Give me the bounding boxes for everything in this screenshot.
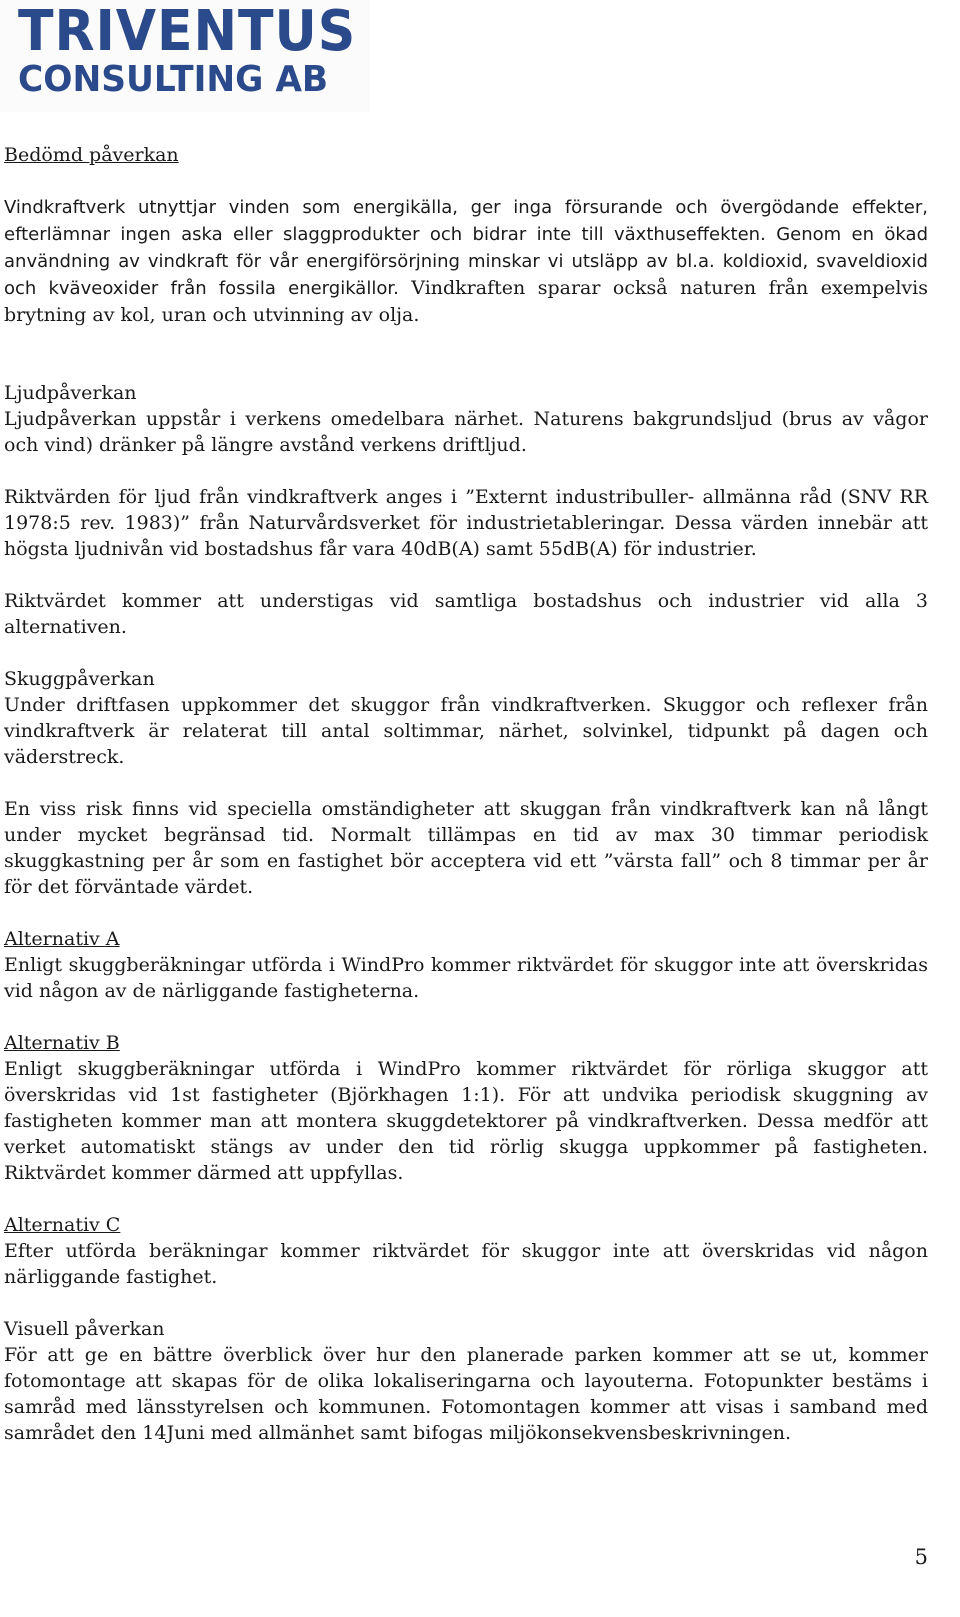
company-logo	[0, 0, 370, 112]
heading-visuell-paverkan: Visuell påverkan	[4, 1318, 165, 1340]
heading-alternativ-c: Alternativ C	[4, 1214, 121, 1236]
paragraph-ljud-1: Ljudpåverkan uppstår i verkens omedelbara närhet. Naturens bakgrundsljud (brus av vågor och vind) dränker på längre avstånd verkens driftljud.	[4, 408, 928, 456]
page-number: 5	[914, 1545, 928, 1569]
paragraph-ljud-3: Riktvärdet kommer att understigas vid samtliga bostadshus och industrier vid alla 3 alternativen.	[4, 590, 928, 638]
paragraph-alternativ-b: Enligt skuggberäkningar utförda i WindPro kommer riktvärdet för rörliga skuggor att överskridas vid 1st fastigheter (Björkhagen 1:1). För att undvika periodisk skuggning av fastigheten kommer man att montera skuggdetektorer på vindkraftverken. Dessa medför att verket automatiskt stängs av under den tid rörlig skugga uppkommer på fastigheten. Riktvärdet kommer därmed att uppfyllas.	[4, 1058, 928, 1184]
heading-alternativ-a: Alternativ A	[4, 928, 120, 950]
paragraph-skugg-1: Under driftfasen uppkommer det skuggor från vindkraftverken. Skuggor och reflexer från vindkraftverk är relaterat till antal soltimmar, närhet, solvinkel, tidpunkt på dagen och väderstreck.	[4, 694, 928, 768]
logo-line-1: TRIVENTUS	[18, 0, 357, 64]
paragraph-alternativ-a: Enligt skuggberäkningar utförda i WindPro kommer riktvärdet för skuggor inte att överskridas vid någon av de närliggande fastigheterna.	[4, 954, 928, 1002]
paragraph-bedomd-part2: Vindkraften sparar också naturen från exempelvis brytning av kol, uran och utvinning av olja.	[4, 277, 928, 326]
heading-skuggpaverkan: Skuggpåverkan	[4, 668, 155, 690]
heading-alternativ-b: Alternativ B	[4, 1032, 120, 1054]
logo-line-2: CONSULTING AB	[18, 59, 329, 100]
heading-bedomd-paverkan: Bedömd påverkan	[4, 144, 179, 166]
paragraph-alternativ-c: Efter utförda beräkningar kommer riktvärdet för skuggor inte att överskridas vid någon närliggande fastighet.	[4, 1240, 928, 1288]
paragraph-bedomd-part1: Vindkraftverk utnyttjar vinden som energikälla, ger inga försurande och övergödande effekter, efterlämnar ingen aska eller slaggprodukter och bidrar inte till växthuseffekten. Genom en ökad användning av vindkraft för vår energiförsörjning minskar vi utsläpp av bl.a. koldioxid, svaveldioxid och kväveoxider från fossila energikällor.	[4, 197, 928, 299]
document-body	[4, 142, 928, 1446]
paragraph-ljud-2: Riktvärden för ljud från vindkraftverk anges i ”Externt industribuller- allmänna råd (SNV RR 1978:5 rev. 1983)” från Naturvårdsverket för industrietableringar. Dessa värden innebär att högsta ljudnivån vid bostadshus får vara 40dB(A) samt 55dB(A) för industrier.	[4, 486, 928, 560]
paragraph-skugg-2: En viss risk finns vid speciella omständigheter att skuggan från vindkraftverk kan nå långt under mycket begränsad tid. Normalt tillämpas en tid av max 30 timmar periodisk skuggkastning per år som en fastighet bör acceptera vid ett ”värsta fall” och 8 timmar per år för det förväntade värdet.	[4, 798, 928, 898]
paragraph-visuell: För att ge en bättre överblick över hur den planerade parken kommer att se ut, kommer fotomontage att skapas för de olika lokaliseringarna och layouterna. Fotopunkter bestäms i samråd med länsstyrelsen och kommunen. Fotomontagen kommer att visas i samband med samrådet den 14Juni med allmänhet samt bifogas miljökonsekvensbeskrivningen.	[4, 1344, 928, 1444]
paragraph-bedomd	[4, 194, 928, 328]
heading-ljudpaverkan: Ljudpåverkan	[4, 382, 137, 404]
